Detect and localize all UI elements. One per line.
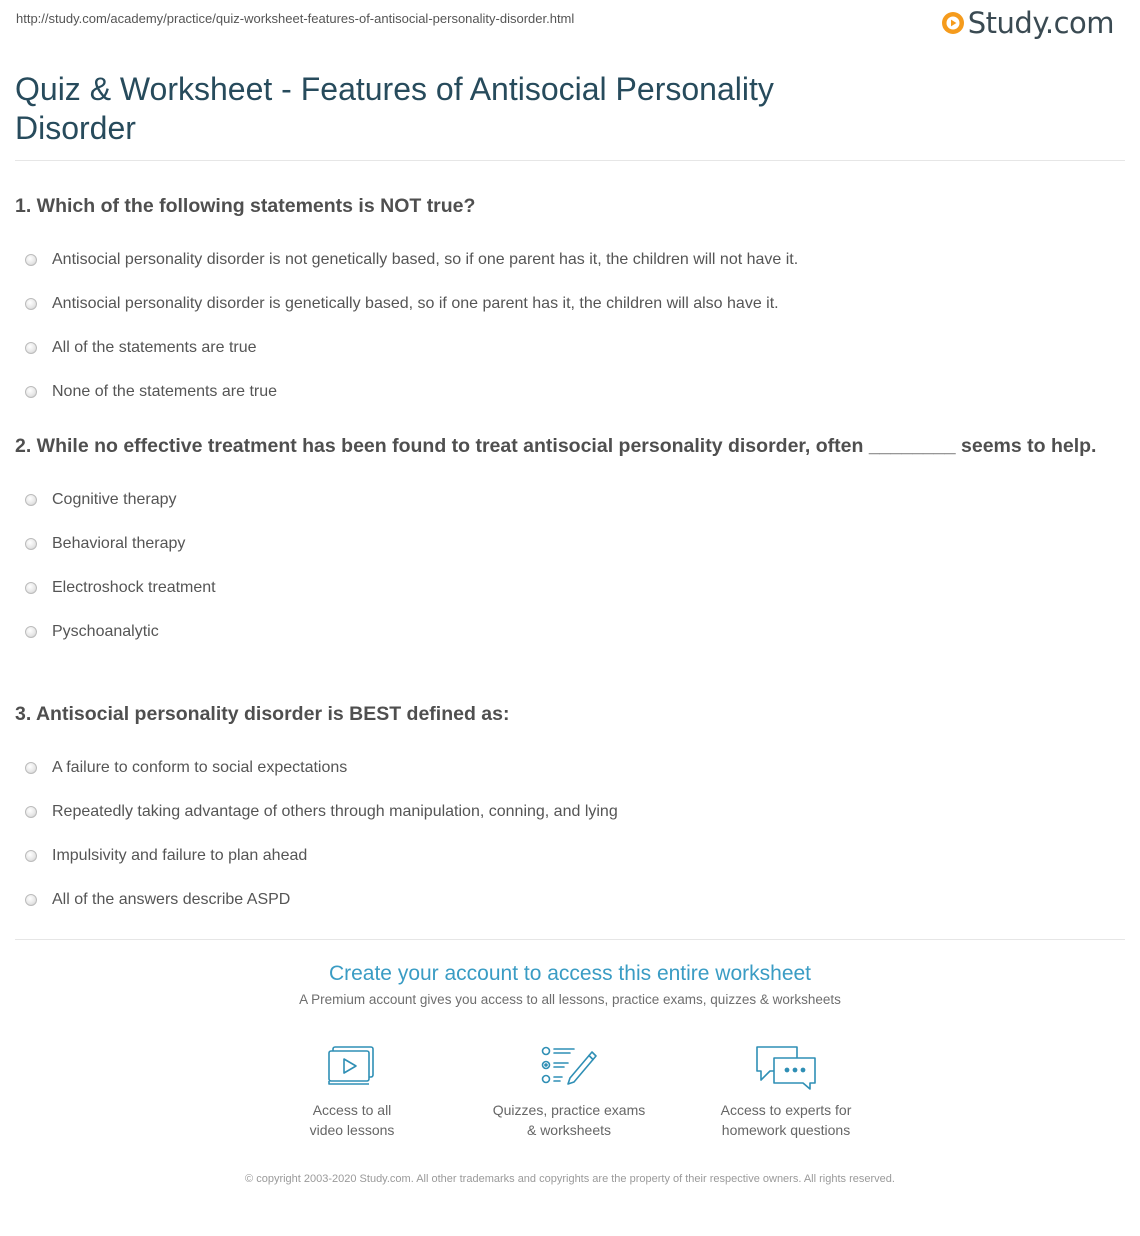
answer-label: Electroshock treatment: [52, 579, 216, 596]
answer-label: All of the statements are true: [52, 339, 257, 356]
radio-button[interactable]: [25, 762, 37, 774]
answer-option[interactable]: [15, 790, 1110, 834]
answer-option[interactable]: [15, 522, 1110, 566]
answer-label: A failure to conform to social expectations: [52, 759, 348, 776]
video-lessons-icon: [325, 1044, 379, 1090]
radio-button[interactable]: [25, 894, 37, 906]
quiz-checklist-icon: [540, 1044, 598, 1090]
answer-option[interactable]: [15, 878, 1110, 922]
question-text: 2. While no effective treatment has been found to treat antisocial personality disorder, often ________ seems to help.: [15, 435, 1097, 457]
feature-experts: [691, 1044, 881, 1140]
answer-label: Impulsivity and failure to plan ahead: [52, 847, 308, 864]
feature-label: Quizzes, practice exams & worksheets: [492, 1102, 646, 1138]
answer-label: Cognitive therapy: [52, 491, 177, 508]
radio-button[interactable]: [25, 298, 37, 310]
question-1: [15, 192, 1110, 424]
answer-option[interactable]: [15, 282, 1110, 326]
radio-button[interactable]: [25, 806, 37, 818]
radio-button[interactable]: [25, 254, 37, 266]
answer-option[interactable]: [15, 834, 1110, 878]
logo-wordmark: Study.com: [967, 6, 1114, 40]
answer-option[interactable]: [15, 610, 1110, 654]
page-url: http://study.com/academy/practice/quiz-worksheet-features-of-antisocial-personality-disorder.html: [16, 11, 575, 26]
study-logo[interactable]: [941, 6, 1114, 40]
answer-label: Antisocial personality disorder is not genetically based, so if one parent has it, the children will not have it.: [52, 251, 799, 268]
answer-option[interactable]: [15, 238, 1110, 282]
radio-button[interactable]: [25, 342, 37, 354]
feature-video-lessons: [257, 1044, 447, 1140]
chat-bubbles-icon: [754, 1044, 818, 1090]
answer-option[interactable]: [15, 566, 1110, 610]
feature-quizzes: [474, 1044, 664, 1140]
feature-label: Access to experts for homework questions: [720, 1102, 852, 1138]
feature-label: Access to all video lessons: [309, 1102, 395, 1138]
answer-option[interactable]: [15, 478, 1110, 522]
question-2: [15, 432, 1110, 664]
title-divider: [15, 160, 1125, 161]
answer-label: Pyschoanalytic: [52, 623, 159, 640]
radio-button[interactable]: [25, 386, 37, 398]
answer-option[interactable]: [15, 746, 1110, 790]
cta-subtitle: A Premium account gives you access to all lessons, practice exams, quizzes & worksheets: [299, 992, 841, 1007]
answer-list: [15, 478, 1110, 654]
answer-label: All of the answers describe ASPD: [52, 891, 291, 908]
page-title: Quiz & Worksheet - Features of Antisocial Personality Disorder: [15, 71, 774, 146]
radio-button[interactable]: [25, 850, 37, 862]
answer-label: Antisocial personality disorder is genetically based, so if one parent has it, the children will also have it.: [52, 295, 779, 312]
radio-button[interactable]: [25, 494, 37, 506]
answer-list: [15, 746, 1110, 922]
answer-label: Behavioral therapy: [52, 535, 186, 552]
answer-label: Repeatedly taking advantage of others through manipulation, conning, and lying: [52, 803, 618, 820]
answer-label: None of the statements are true: [52, 383, 278, 400]
answer-option[interactable]: [15, 326, 1110, 370]
create-account-link[interactable]: Create your account to access this entire worksheet: [328, 962, 812, 985]
play-triangle-circle-icon: [941, 11, 965, 35]
answer-option[interactable]: [15, 370, 1110, 414]
question-3: [15, 700, 1110, 932]
question-text: 1. Which of the following statements is NOT true?: [15, 195, 476, 217]
radio-button[interactable]: [25, 538, 37, 550]
answer-list: [15, 238, 1110, 414]
copyright-notice: © copyright 2003-2020 Study.com. All other trademarks and copyrights are the property of their respective owners. All rights reserved.: [245, 1173, 895, 1185]
radio-button[interactable]: [25, 626, 37, 638]
radio-button[interactable]: [25, 582, 37, 594]
cta-divider: [15, 939, 1125, 940]
question-text: 3. Antisocial personality disorder is BEST defined as:: [15, 703, 510, 725]
